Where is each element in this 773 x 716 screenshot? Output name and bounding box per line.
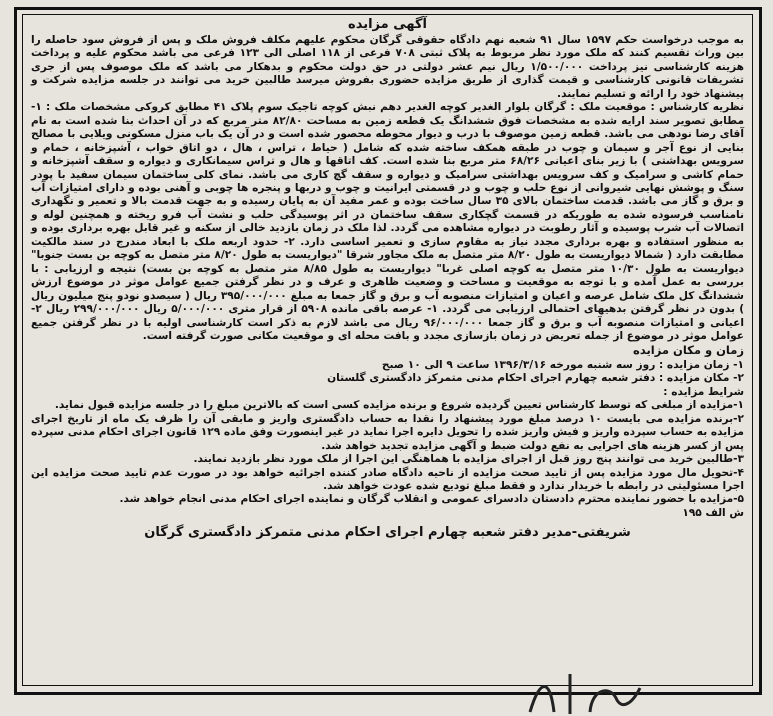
time-place-item: ۲- مکان مزایده : دفتر شعبه چهارم اجرای احکام مدنی متمرکز دادگستری گلستان [327, 372, 744, 385]
reference-number: ش الف ۱۹۵ [682, 506, 744, 519]
time-place-item: ۱- زمان مزایده : روز سه شنبه مورخه ۱۳۹۶/۳/۱۶ ساعت ۹ الی ۱۰ صبح [381, 358, 744, 371]
time-place-heading: زمان و مکان مزایده [633, 343, 744, 358]
signature-line: شریفتی-مدیر دفتر شعبه چهارم اجرای احکام مدنی متمرکز دادگستری گرگان [144, 525, 631, 541]
intro-paragraph: به موجب درخواست حکم ۱۵۹۷ سال ۹۱ شعبه نهم دادگاه حقوقی گرگان محکوم علیهم مکلف فروش ملک و پس از فروش سود حاصله را بین وراث تقسیم کنند که ملک مورد نظر مربوط به پلاک ثبتی ۷۰۸ فرعی از ۱۱۸ اصلی الی ۱۲۳ فرعی می باشد محکوم علیه و پرداخت هزینه کارشناسی نیز پرداخت ۱/۵۰۰/۰۰۰ ریال نیم عشر دولتی در حق دولت محکوم و بدهکار می باشد که ملک موصوف پس از جری تشریفات قانونی کارشناسی و قیمت گذاری از طریق مزایده حضوری بفروش میرسد طالبین خرید می توانند در جلسه مزایده شرکت و پیشنهاد خود را ارائه و تسلیم نمایند. [31, 34, 745, 100]
condition-item: ۵-مزایده با حضور نماینده محترم دادستان دادسرای عمومی و انقلاب گرگان و نماینده اجرای احکام مدنی انجام خواهد شد. [119, 493, 744, 506]
condition-item: ۱-مزایده از مبلغی که توسط کارشناس تعیین گردیده شروع و برنده مزایده کسی است که بالاترین مبلغ را در جلسه مزایده قبول نماید. [54, 399, 744, 412]
condition-item: ۲-برنده مزایده می بایست ۱۰ درصد مبلغ مورد پیشنهاد را نقدا به حساب دادگستری واریز و مابقی آن را ظرف یک ماه از تاریخ اجرای مزایده به حساب سپرده واریز و فیش واریز شده را تحویل دایره اجرا نماید در غیر اینصورت وفق ماده ۱۲۹ قانون اجرای احکام مدنی سپرده پس از کسر هزینه های اجرایی به نفع دولت ضبط و آگهی مزایده تجدید خواهد شد. [31, 412, 744, 452]
conditions-heading: شرایط مزایده : [663, 385, 744, 398]
condition-item: ۳-طالبین خرید می توانند پنج روز قبل از اجرای مزایده با هماهنگی این اجرا از ملک مورد نظر بازدید نمایند. [193, 453, 744, 466]
condition-item: ۴-تحویل مال مورد مزایده پس از تایید صحت مزایده از ناحیه دادگاه صادر کننده اجرائیه خواهد بود در صورت عدم تایید صحت مزایده این اجرا مسئولیتی در رابطه با خریدار ندارد و فقط مبلغ تودیع شده عودت خواهد شد. [31, 466, 744, 492]
expert-opinion-paragraph: نظریه کارشناس : موقعیت ملک : گرگان بلوار الغدیر کوچه الغدیر دهم نبش کوچه تاجیک سوم پلاک ۴۱ مطابق کروکی مشخصات ملک : ۱- مطابق تصویر سند ارایه شده به مشخصات فوق ششدانگ یک قطعه زمین به مساحت ۸۲/۸۰ متر مربع که در آن احداث بنا شده است به نام آقای رضا نودهی می باشد. قطعه زمین موصوف با درب و دیوار محوطه محصور شده است و در آن یک باب منزل مسکونی ویلایی با مصالح بنایی از نوع آجر و سیمان و چوب در طبقه همکف ساخته شده که شامل ( حیاط ، تراس ، هال ، دو اتاق خواب ، آشپزخانه ، حمام و سرویس بهداشتی ) با زیر بنای اعیانی ۶۸/۲۶ متر مربع بنا شده است. کف اتاقها و هال و تراس سیمانکاری و دیواره و سقف آشپزخانه و حمام کاشی و سرامیک و کف سرویس بهداشتی سرامیک و دیواره و سقف گچ کاری می باشد. نمای کلی ساختمان سیمان سفید با پودر سنگ و پوشش نهایی شیروانی از نوع حلب و چوب و در قسمتی ایرانیت و چوب و دربها و پنجره ها چوبی و آهنی بوده و دارای امتیازات آب و برق و گاز می باشد. قدمت ساختمان بالای ۳۵ سال ساخت بوده و عمر مفید آن به پایان رسیده و به جهت قدمت بالا و تعمیر و نگهداری نامناسب فرسوده شده به طوریکه در قسمت گچکاری سقف ساختمان در اثر پوسیدگی حلب و نشت آب فرو ریخته و همچنین لوله و اتصالات آب شرب پوسیده و آثار رطوبت در دیواره مشاهده می گردد. لذا ملک در زمان بازدید خالی از سکنه و غیر قابل بهره برداری بوده و به منظور استفاده و بهره برداری مجدد نیاز به مقاوم سازی و تعمیر اساسی دارد. ۲- حدود اربعه ملک با ابعاد مندرج در سند مالکیت مطابقت دارد ( شمالا دیواریست به طول ۸/۲۰ متر متصل به ملک مجاور شرقا "دیواریست به طول ۸/۲۰ متر متصل به کوچه بن بست جنوبا" دیواریست به طول ۱۰/۳۰ متر متصل به کوچه اصلی غربا" دیواریست به طول ۸/۸۵ متر متصل به کوچه بن بست) نتیجه و ارزیابی : با بررسی به عمل آمده و با توجه به موقعیت و مساحت و وضعیت ظاهری و عرف و در نظر گرفتن جمیع عوامل موثر در موضوع ارزش ششدانگ کل ملک شامل عرصه و اعیان و امتیازات منصوبه آب و برق و گاز جمعا به مبلغ ۳۹۵/۰۰۰/۰۰۰ ریال ( سیصدو نودو پنج میلیون ریال ) بدون در نظر گرفتن بدهیهای احتمالی ارزیابی می گردد. ۱- عرصه باقی مانده ۵۹۰۸ از قرار متری ۵/۰۰۰/۰۰۰ ریال ۲۹۹/۰۰۰/۰۰۰ ریال ۲- اعیانی و امتیازات منصوبه آب و برق و گاز جمعا ۹۶/۰۰۰/۰۰۰ ریال می باشد لازم به ذکر است کارشناسی اولیه با در نظر گرفتن جمیع عوامل موثر در موضوع از جمله تعریض در زمان بازسازی مجدد و بافت محله ای و موقعیت مکانی صورت گرفته است. [31, 101, 745, 342]
notice-title: آگهی مزایده [348, 17, 427, 32]
notice-body [22, 14, 753, 686]
